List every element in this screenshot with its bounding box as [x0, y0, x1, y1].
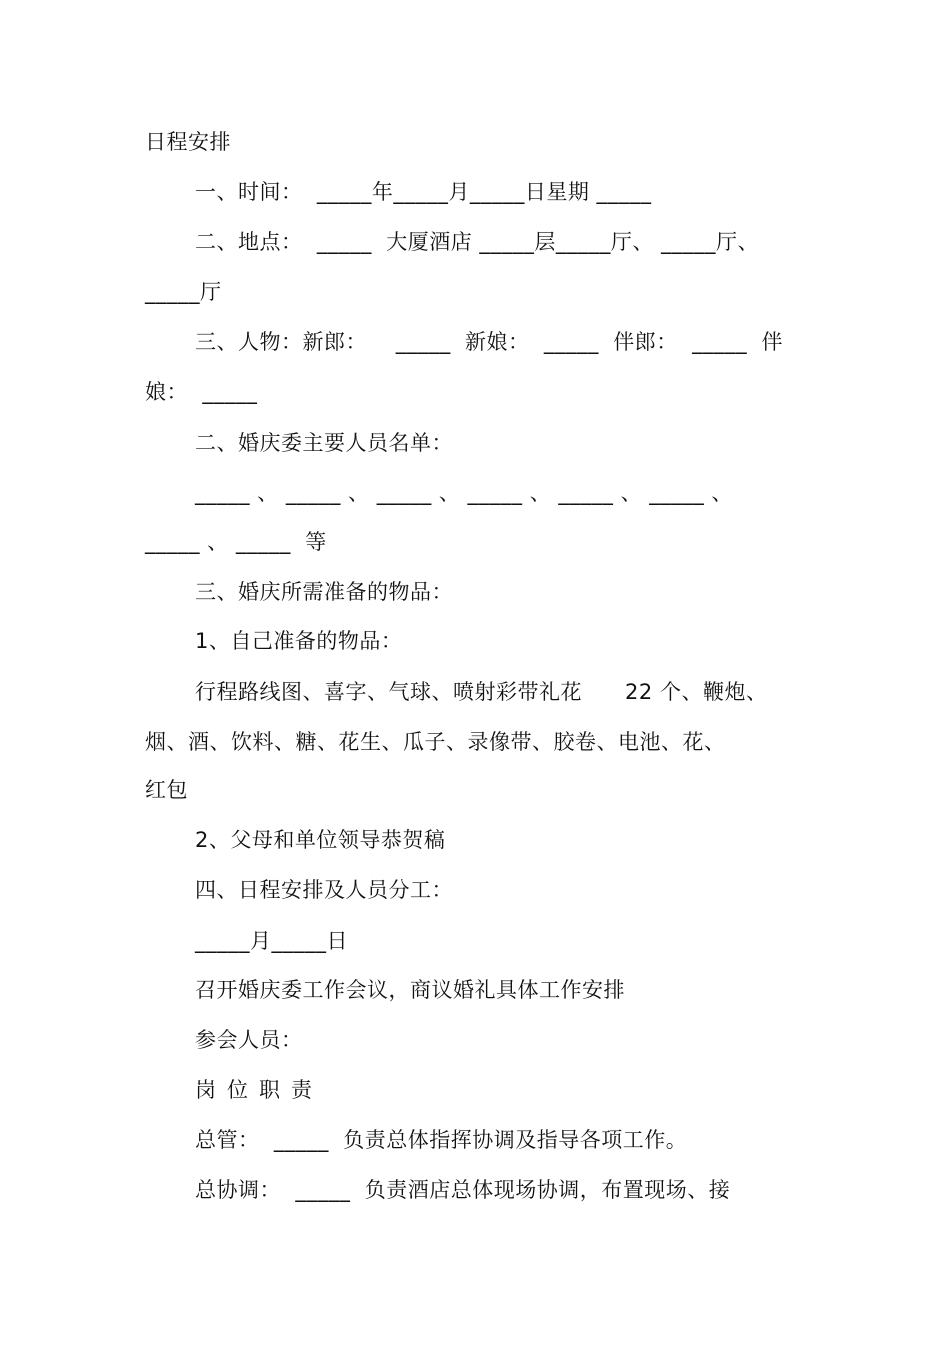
supplies-list-line-3: 红包 — [145, 778, 188, 802]
committee-names-line-continued: _____ 、 _____ 等 — [145, 530, 327, 554]
location-line: 二、地点： _____ 大厦酒店 _____层_____厅、 _____厅、 — [195, 230, 760, 254]
supplies-heading: 三、婚庆所需准备的物品： — [195, 580, 453, 604]
document-title: 日程安排 — [145, 130, 231, 154]
general-manager-line: 总管： _____ 负责总体指挥协调及指导各项工作。 — [195, 1128, 688, 1152]
meeting-line: 召开婚庆委工作会议，商议婚礼具体工作安排 — [195, 978, 625, 1002]
supplies-list-line-1: 行程路线图、喜字、气球、喷射彩带礼花 22 个、鞭炮、 — [195, 680, 768, 704]
committee-heading: 二、婚庆委主要人员名单： — [195, 431, 453, 455]
schedule-date-line: _____月_____日 — [195, 929, 348, 953]
attendees-line: 参会人员： — [195, 1028, 303, 1052]
people-line-continued: 娘： _____ — [145, 380, 258, 404]
schedule-heading: 四、日程安排及人员分工： — [195, 878, 453, 902]
location-line-continued: _____厅 — [145, 280, 222, 304]
duties-heading: 岗位职责 — [195, 1078, 323, 1102]
people-line: 三、人物：新郎： _____ 新娘： _____ 伴郎： _____ 伴 — [195, 330, 783, 354]
committee-names-line: _____ 、 _____ 、 _____ 、 _____ 、 _____ 、 _____ 、 — [195, 481, 733, 505]
time-line: 一、时间： _____年_____月_____日星期 _____ — [195, 180, 652, 204]
own-supplies-heading: 1、自己准备的物品： — [195, 629, 403, 653]
general-coordinator-line: 总协调： _____ 负责酒店总体现场协调，布置现场、接 — [195, 1178, 731, 1202]
congrats-speech-item: 2、父母和单位领导恭贺稿 — [195, 828, 446, 852]
supplies-list-line-2: 烟、酒、饮料、糖、花生、瓜子、录像带、胶卷、电池、花、 — [145, 730, 726, 754]
